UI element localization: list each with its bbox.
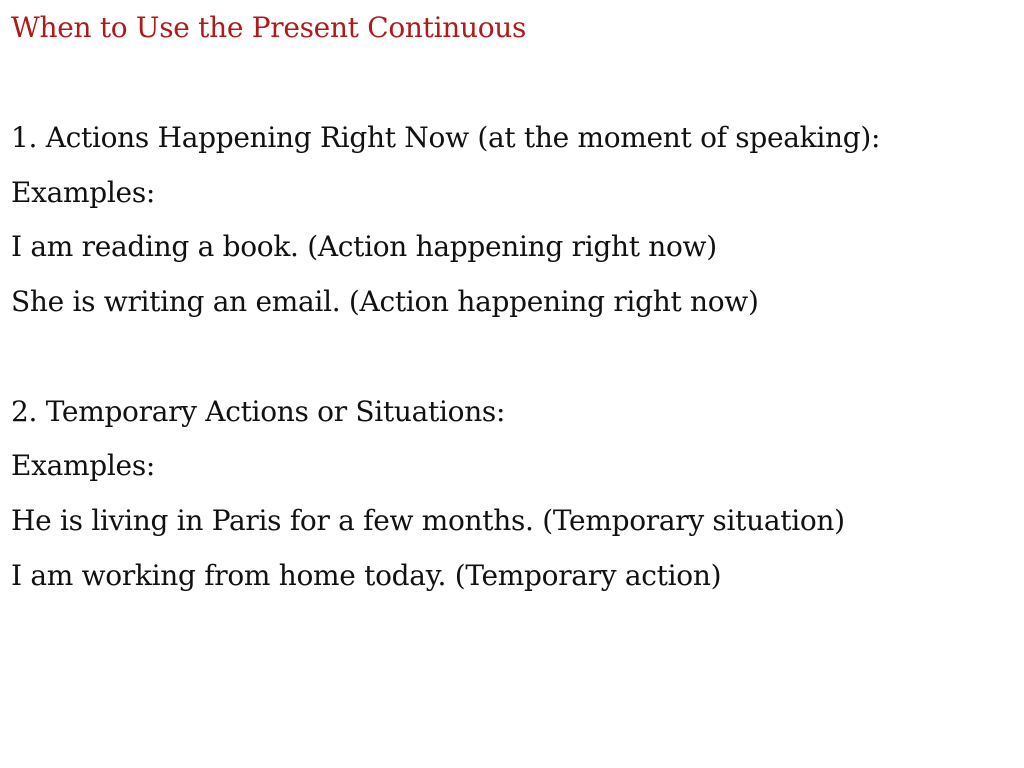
section-1-example-1: I am reading a book. (Action happening right now) xyxy=(11,230,717,263)
section-1-example-2: She is writing an email. (Action happening right now) xyxy=(11,285,759,318)
section-2-example-1: He is living in Paris for a few months. (Temporary situation) xyxy=(11,504,845,537)
section-2-heading: 2. Temporary Actions or Situations: xyxy=(11,395,506,428)
section-2-example-2: I am working from home today. (Temporary action) xyxy=(11,559,722,592)
section-2-examples-label: Examples: xyxy=(11,449,156,482)
page-title: When to Use the Present Continuous xyxy=(11,11,527,44)
section-1-heading: 1. Actions Happening Right Now (at the moment of speaking): xyxy=(11,121,881,154)
section-1-examples-label: Examples: xyxy=(11,176,156,209)
